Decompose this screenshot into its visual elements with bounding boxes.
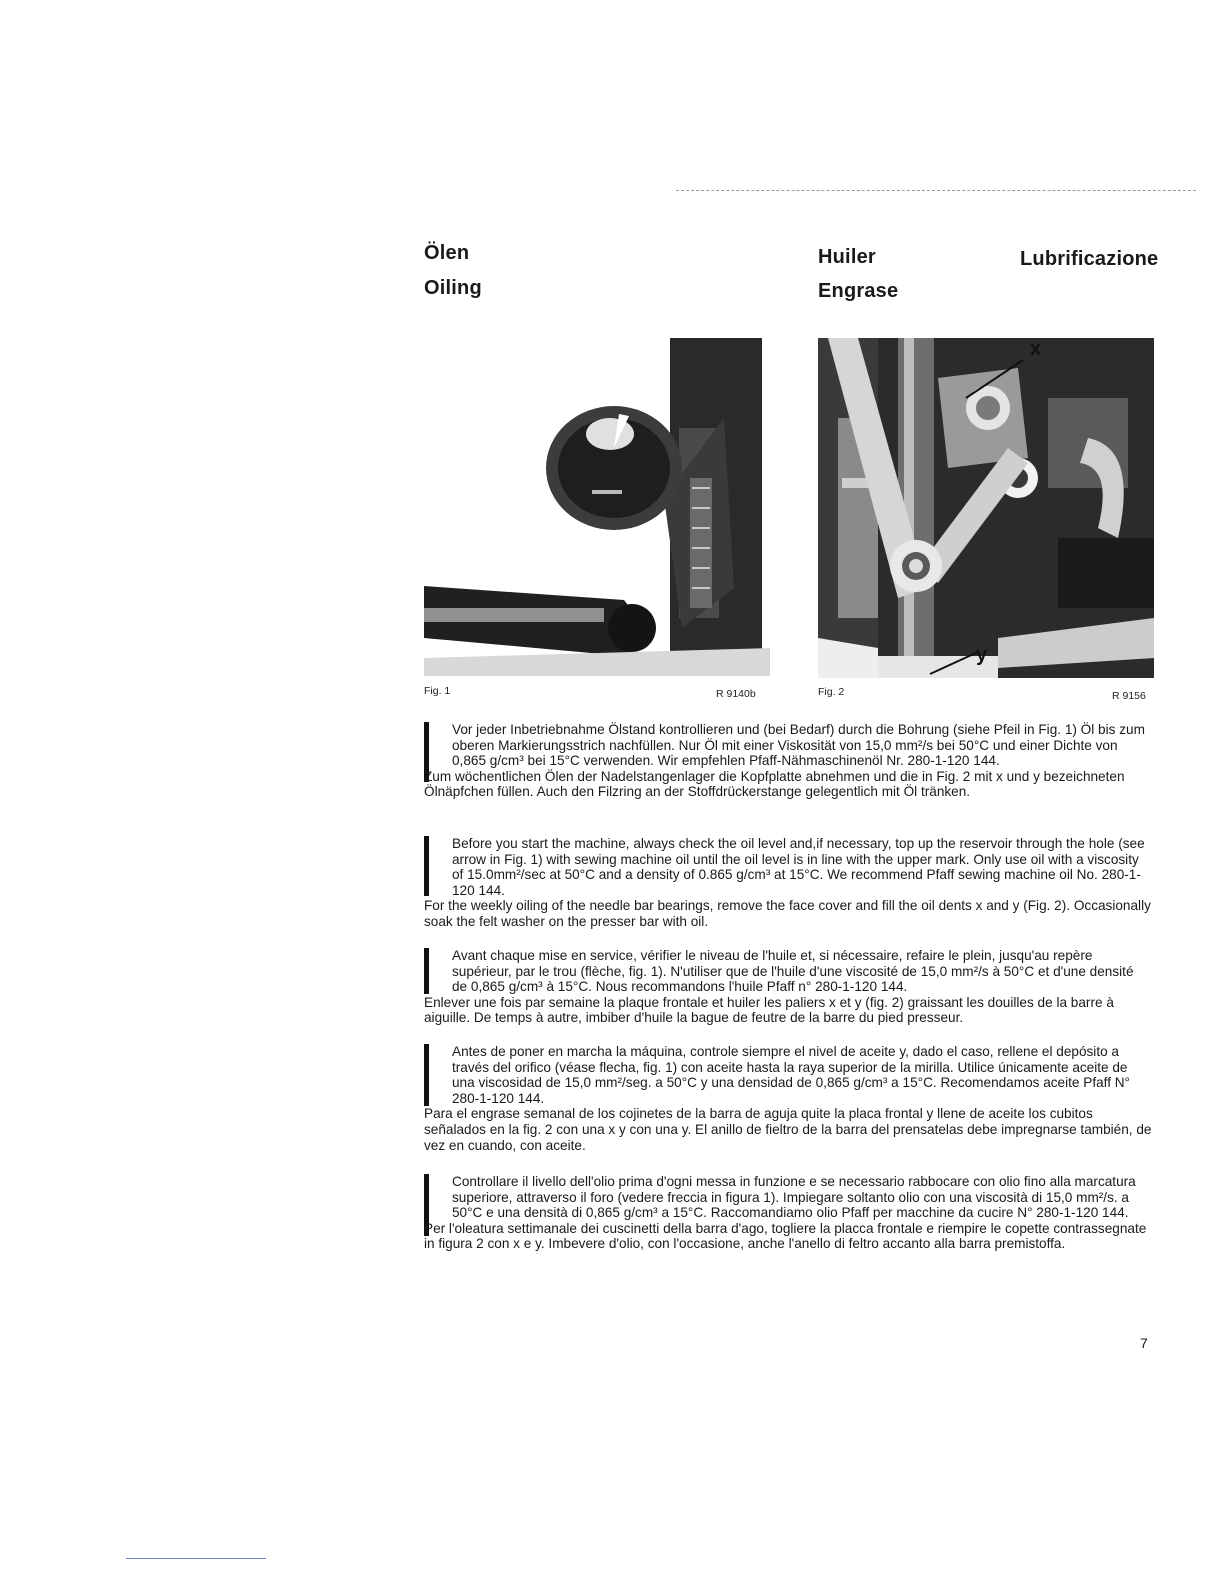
heading-fr: Huiler (818, 246, 876, 268)
section-en-paragraph-1: Before you start the machine, always check the oil level and,if necessary, top up the reservoir through the hole (see arrow in Fig. 1) with sewing machine oil until the oil level is in line with the upper mark. Only use oil with a viscosity of 15.0mm²/sec at 50°C and a density of 0.865 g/cm³ at 15°C. We recommend Pfaff sewing machine oil No. 280-1-120 144. (452, 836, 1145, 898)
figure-2-marker-x: x (1030, 338, 1042, 360)
figure-1-ref: R 9140b (716, 688, 756, 700)
figure-2-marker-y: y (976, 644, 988, 666)
top-rule (676, 190, 1196, 191)
section-it-paragraph-1: Controllare il livello dell'olio prima d'ogni messa in funzione e se necessario rabbocare con olio fino alla marcatura superiore, attraverso il foro (vedere freccia in figura 1). Impiegare soltanto olio con una viscosità di 15,0 mm²/s. a 50°C e una densità di 0,865 g/cm³ a 15°C. Raccomandiamo olio Pfaff per macchine da cucire N° 280-1-120 144. (452, 1174, 1136, 1221)
heading-de: Ölen (424, 242, 470, 264)
section-de (424, 722, 1152, 800)
section-it (424, 1174, 1152, 1252)
needle-bar-mechanism-illustration (818, 338, 1154, 678)
page-number: 7 (1140, 1335, 1148, 1351)
section-fr-paragraph-1: Avant chaque mise en service, vérifier le niveau de l'huile et, si nécessaire, refaire le plein, jusqu'au repère supérieur, par le trou (flèche, fig. 1). N'utiliser que de l'huile d'une viscosité de 15,0 mm²/s à 50°C et d'une densité de 0,865 g/cm³ à 15°C. Nous recommandons l'huile Pfaff n° 280-1-120 144. (452, 948, 1134, 995)
heading-es: Engrase (818, 280, 899, 302)
figure-2-photo (818, 338, 1154, 678)
section-en (424, 836, 1152, 930)
section-es-paragraph-1: Antes de poner en marcha la máquina, controle siempre el nivel de aceite y, dado el caso, rellene el depósito a través del orifico (véase flecha, fig. 1) con aceite hasta la raya superior de la mirilla. Utilice únicamente aceite de una viscosidad de 15,0 mm²/seg. a 50°C y una densidad de 0,865 g/cm³ a 15°C. Recomendamos aceite Pfaff N° 280-1-120 144. (452, 1044, 1130, 1106)
section-de-paragraph-1: Vor jeder Inbetriebnahme Ölstand kontrollieren und (bei Bedarf) durch die Bohrung (siehe Pfeil in Fig. 1) Öl bis zum oberen Markierungsstrich nachfüllen. Nur Öl mit einer Viskosität von 15,0 mm²/s bei 50°C und einer Dichte von 0,865 g/cm³ bei 15°C verwenden. Wir empfehlen Pfaff-Nähmaschinenöl Nr. 280-1-120 144. (452, 722, 1145, 769)
figure-2-ref: R 9156 (1112, 690, 1146, 702)
bottom-rule (126, 1558, 266, 1559)
section-en-paragraph-2: For the weekly oiling of the needle bar bearings, remove the face cover and fill the oil dents x and y (Fig. 2). Occasionally soak the felt washer on the presser bar with oil. (424, 898, 1151, 929)
figure-1-label: Fig. 1 (424, 685, 451, 697)
section-fr (424, 948, 1152, 1026)
section-es (424, 1044, 1152, 1153)
oil-reservoir-illustration (424, 338, 770, 676)
section-es-paragraph-2: Para el engrase semanal de los cojinetes de la barra de aguja quite la placa frontal y llene de aceite los cubitos señalados en la fig. 2 con una x y con una y. El anillo de fieltro de la barra del prensatelas debe impregnarse también, de vez en cuando, con aceite. (424, 1106, 1152, 1153)
section-it-paragraph-2: Per l'oleatura settimanale dei cuscinetti della barra d'ago, togliere la placca frontale e riempire le copette contrassegnate in figura 2 con x e y. Imbevere d'olio, con l'occasione, anche l'anello di feltro accanto alla barra premistoffa. (424, 1220, 1147, 1252)
figure-2-label: Fig. 2 (818, 686, 845, 698)
figure-1-photo (424, 338, 770, 676)
heading-en: Oiling (424, 277, 482, 299)
heading-it: Lubrificazione (1020, 248, 1159, 270)
section-fr-paragraph-2: Enlever une fois par semaine la plaque frontale et huiler les paliers x et y (fig. 2) graissant les douilles de la barre à aiguille. De temps à autre, imbiber d'huile la bague de feutre de la barre du pied presseur. (424, 994, 1114, 1026)
section-de-paragraph-2: Zum wöchentlichen Ölen der Nadelstangenlager die Kopfplatte abnehmen und die in Fig. 2 mit x und y bezeichneten Ölnäpfchen füllen. Auch den Filzring an der Stoffdrückerstange gelegentlich mit Öl tränken. (424, 768, 1125, 800)
